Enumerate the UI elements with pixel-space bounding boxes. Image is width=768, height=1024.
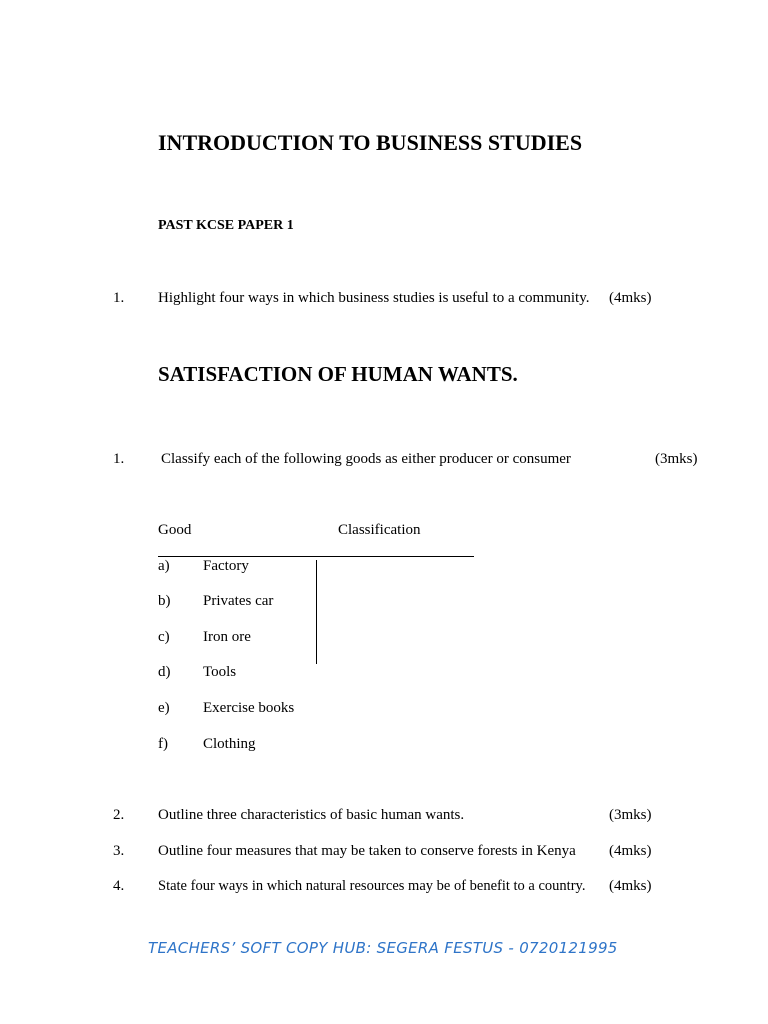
question-marks: (3mks) [655, 451, 698, 467]
question-text: Classify each of the following goods as either producer or consumer [161, 451, 571, 467]
question-text: Highlight four ways in which business studies is useful to a community. [158, 290, 590, 306]
question-text: State four ways in which natural resources may be of benefit to a country. [158, 878, 586, 894]
row-letter: a) [158, 558, 170, 574]
row-good: Tools [203, 664, 237, 680]
row-letter: c) [158, 629, 170, 645]
footer-credit: TEACHERS’ SOFT COPY HUB: SEGERA FESTUS - 0720121995 [148, 939, 618, 957]
question-number: 3. [113, 843, 125, 859]
question-number: 1. [113, 451, 125, 467]
table-column-divider [316, 560, 317, 664]
question-number: 1. [113, 290, 125, 306]
row-letter: b) [158, 593, 171, 609]
question-number: 2. [113, 807, 125, 823]
row-good: Clothing [203, 736, 256, 752]
table-header-good: Good [158, 522, 192, 538]
row-good: Privates car [203, 593, 274, 609]
question-text: Outline three characteristics of basic human wants. [158, 807, 465, 823]
table-header-divider [158, 556, 474, 557]
row-good: Iron ore [203, 629, 251, 645]
row-letter: d) [158, 664, 171, 680]
row-good: Exercise books [203, 700, 295, 716]
question-marks: (4mks) [609, 843, 652, 859]
question-marks: (4mks) [609, 290, 652, 306]
row-letter: f) [158, 736, 168, 752]
row-good: Factory [203, 558, 249, 574]
paper-subtitle: PAST KCSE PAPER 1 [158, 218, 294, 233]
page-title: INTRODUCTION TO BUSINESS STUDIES [158, 130, 583, 155]
question-marks: (3mks) [609, 807, 652, 823]
table-header-classification: Classification [338, 522, 421, 538]
question-text: Outline four measures that may be taken to conserve forests in Kenya [158, 843, 576, 859]
section-title: SATISFACTION OF HUMAN WANTS. [158, 362, 518, 386]
question-number: 4. [113, 878, 125, 894]
row-letter: e) [158, 700, 170, 716]
question-marks: (4mks) [609, 878, 652, 894]
